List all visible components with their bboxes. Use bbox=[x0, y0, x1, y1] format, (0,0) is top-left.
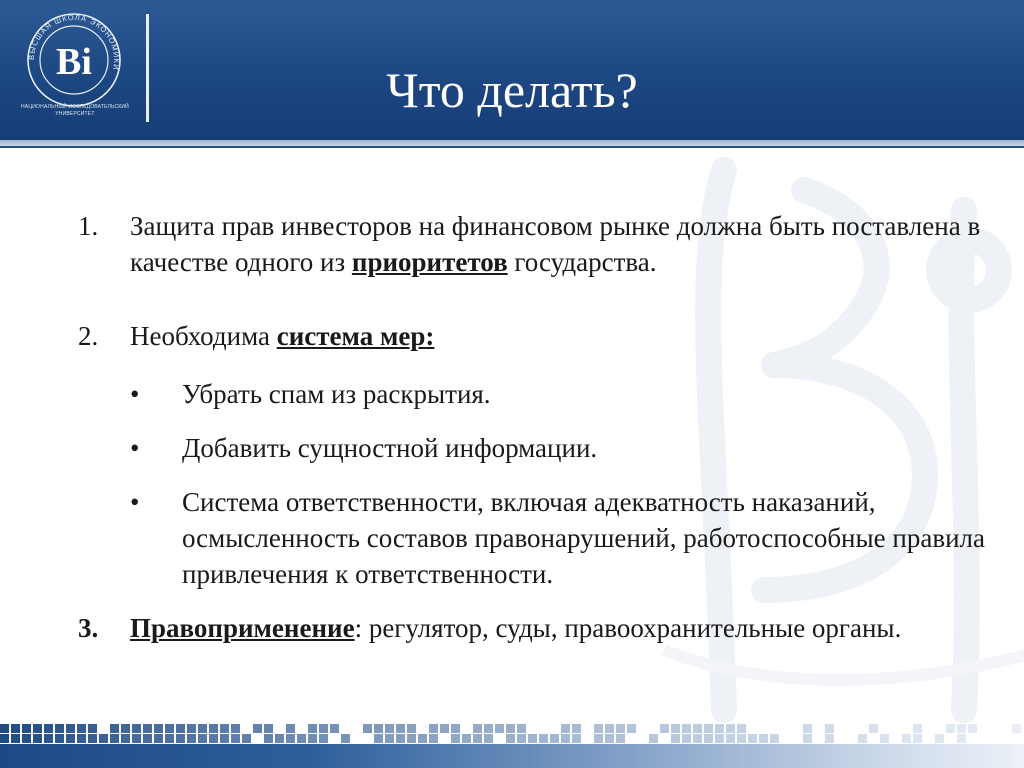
footer-square bbox=[55, 734, 64, 743]
footer-square bbox=[396, 724, 405, 733]
list-number: 3. bbox=[78, 613, 99, 643]
footer-square bbox=[561, 734, 570, 743]
footer-square bbox=[0, 734, 9, 743]
footer-square bbox=[704, 734, 713, 743]
footer-square bbox=[11, 734, 20, 743]
footer-square bbox=[517, 734, 526, 743]
footer-square bbox=[176, 724, 185, 733]
footer-square bbox=[330, 724, 339, 733]
footer-square bbox=[528, 734, 537, 743]
logo-letter: Ві bbox=[56, 41, 92, 83]
footer-square bbox=[88, 734, 97, 743]
footer-square bbox=[143, 724, 152, 733]
bullet-item bbox=[130, 376, 988, 412]
footer-square bbox=[539, 734, 548, 743]
footer-square bbox=[473, 734, 482, 743]
footer-square bbox=[803, 724, 812, 733]
footer-square bbox=[693, 724, 702, 733]
footer-square bbox=[880, 734, 889, 743]
header-stripe-line bbox=[0, 146, 1024, 148]
footer-square bbox=[660, 724, 669, 733]
footer-square bbox=[121, 734, 130, 743]
footer-square bbox=[726, 724, 735, 733]
footer-square bbox=[759, 734, 768, 743]
footer-square bbox=[286, 734, 295, 743]
footer-square bbox=[715, 724, 724, 733]
footer-square bbox=[253, 724, 262, 733]
footer-square bbox=[517, 724, 526, 733]
footer-square bbox=[506, 724, 515, 733]
footer-square bbox=[209, 724, 218, 733]
footer-square bbox=[77, 734, 86, 743]
header-divider bbox=[146, 14, 149, 122]
footer-square bbox=[264, 724, 273, 733]
footer-square bbox=[484, 734, 493, 743]
footer-square bbox=[913, 734, 922, 743]
footer-square bbox=[704, 724, 713, 733]
footer-square bbox=[220, 724, 229, 733]
footer-bar bbox=[0, 722, 1024, 768]
footer-square bbox=[22, 734, 31, 743]
footer-square bbox=[198, 724, 207, 733]
footer-square bbox=[495, 724, 504, 733]
footer-square bbox=[341, 734, 350, 743]
footer-square bbox=[561, 724, 570, 733]
list-item-1 bbox=[78, 208, 988, 280]
footer-square bbox=[682, 724, 691, 733]
footer-squares-pattern bbox=[0, 722, 1024, 744]
item-emphasis: система мер: bbox=[276, 321, 435, 351]
footer-square bbox=[451, 734, 460, 743]
item-emphasis: приоритетов bbox=[351, 247, 508, 277]
footer-square bbox=[165, 734, 174, 743]
list-item-2 bbox=[78, 318, 988, 354]
list-number: 2. bbox=[78, 321, 99, 351]
footer-square bbox=[748, 734, 757, 743]
footer-square bbox=[77, 724, 86, 733]
footer-square bbox=[231, 724, 240, 733]
footer-square bbox=[418, 734, 427, 743]
footer-square bbox=[550, 734, 559, 743]
footer-square bbox=[803, 734, 812, 743]
footer-square bbox=[132, 724, 141, 733]
footer-square bbox=[198, 734, 207, 743]
page-title: Что делать? bbox=[386, 62, 638, 118]
footer-square bbox=[605, 724, 614, 733]
footer-square bbox=[935, 734, 944, 743]
footer-square bbox=[110, 724, 119, 733]
footer-square bbox=[132, 734, 141, 743]
footer-square bbox=[99, 734, 108, 743]
content-list bbox=[78, 208, 988, 646]
footer-square bbox=[902, 734, 911, 743]
footer-square bbox=[385, 724, 394, 733]
footer-square bbox=[473, 724, 482, 733]
footer-square bbox=[286, 724, 295, 733]
footer-square bbox=[154, 724, 163, 733]
footer-square bbox=[187, 734, 196, 743]
footer-square bbox=[154, 734, 163, 743]
footer-square bbox=[825, 724, 834, 733]
footer-square bbox=[407, 734, 416, 743]
logo-caption: НАЦИОНАЛЬНЫЙ ИССЛЕДОВАТЕЛЬСКИЙ УНИВЕРСИТЕТ bbox=[21, 104, 129, 117]
footer-square bbox=[44, 734, 53, 743]
footer-square bbox=[726, 734, 735, 743]
footer-square bbox=[110, 734, 119, 743]
footer-square bbox=[429, 734, 438, 743]
footer-square bbox=[715, 734, 724, 743]
footer-square bbox=[22, 724, 31, 733]
footer-square bbox=[572, 734, 581, 743]
footer-square bbox=[297, 734, 306, 743]
footer-square bbox=[396, 734, 405, 743]
footer-gradient bbox=[0, 744, 1024, 768]
footer-square bbox=[737, 724, 746, 733]
footer-square bbox=[605, 734, 614, 743]
footer-square bbox=[671, 724, 680, 733]
footer-square bbox=[407, 724, 416, 733]
bullet-icon: • bbox=[130, 487, 140, 517]
bullet-list bbox=[130, 376, 988, 592]
bullet-item bbox=[130, 484, 988, 592]
bullet-icon: • bbox=[130, 379, 140, 409]
item-text-after: : регулятор, суды, правоохранительные органы. bbox=[354, 613, 902, 643]
footer-square bbox=[385, 734, 394, 743]
bullet-text: Система ответственности, включая адекватность наказаний, осмысленность составов правонарушений, работоспособные правила привлечения к ответственности. bbox=[182, 487, 985, 589]
footer-square bbox=[506, 734, 515, 743]
footer-square bbox=[957, 724, 966, 733]
footer-square bbox=[594, 724, 603, 733]
footer-square bbox=[176, 734, 185, 743]
footer-square bbox=[308, 734, 317, 743]
footer-square bbox=[627, 724, 636, 733]
footer-square bbox=[231, 734, 240, 743]
footer-square bbox=[693, 734, 702, 743]
footer-square bbox=[55, 724, 64, 733]
footer-square bbox=[737, 734, 746, 743]
footer-square bbox=[649, 734, 658, 743]
footer-square bbox=[0, 724, 9, 733]
footer-square bbox=[88, 724, 97, 733]
footer-square bbox=[121, 724, 130, 733]
logo-ring-text: ВЫСШАЯ ШКОЛА ЭКОНОМИКИ bbox=[26, 12, 122, 72]
footer-square bbox=[220, 734, 229, 743]
bullet-text: Добавить сущностной информации. bbox=[182, 433, 598, 463]
footer-square bbox=[374, 724, 383, 733]
bullet-icon: • bbox=[130, 433, 140, 463]
footer-square bbox=[484, 724, 493, 733]
footer-square bbox=[143, 734, 152, 743]
footer-square bbox=[275, 734, 284, 743]
footer-square bbox=[11, 724, 20, 733]
bullet-item bbox=[130, 430, 988, 466]
list-number: 1. bbox=[78, 211, 99, 241]
footer-square bbox=[187, 724, 196, 733]
bullet-text: Убрать спам из раскрытия. bbox=[182, 379, 491, 409]
item-text: Необходима bbox=[130, 321, 277, 351]
footer-square bbox=[770, 734, 779, 743]
item-text: Защита прав инвесторов на финансовом рынке должна быть поставлена в качестве одного из bbox=[130, 211, 981, 277]
footer-square bbox=[44, 724, 53, 733]
list-item-3 bbox=[78, 610, 988, 646]
footer-square bbox=[33, 724, 42, 733]
footer-square bbox=[374, 734, 383, 743]
footer-square bbox=[319, 724, 328, 733]
footer-square bbox=[462, 734, 471, 743]
footer-square bbox=[913, 724, 922, 733]
footer-square bbox=[825, 734, 834, 743]
footer-square bbox=[616, 724, 625, 733]
footer-square bbox=[308, 724, 317, 733]
footer-square bbox=[66, 734, 75, 743]
footer-square bbox=[440, 724, 449, 733]
footer-square bbox=[429, 724, 438, 733]
footer-square bbox=[264, 734, 273, 743]
footer-square bbox=[869, 724, 878, 733]
footer-square bbox=[572, 724, 581, 733]
footer-square bbox=[594, 734, 603, 743]
footer-square bbox=[66, 724, 75, 733]
footer-square bbox=[946, 724, 955, 733]
footer-square bbox=[165, 724, 174, 733]
footer-square bbox=[858, 734, 867, 743]
footer-square bbox=[968, 724, 977, 733]
footer-square bbox=[242, 734, 251, 743]
footer-square bbox=[682, 734, 691, 743]
footer-square bbox=[319, 734, 328, 743]
item-text-after: государства. bbox=[507, 247, 657, 277]
footer-square bbox=[33, 734, 42, 743]
footer-square bbox=[363, 724, 372, 733]
item-emphasis: Правоприменение bbox=[130, 613, 355, 643]
footer-square bbox=[451, 724, 460, 733]
footer-square bbox=[1012, 724, 1021, 733]
footer-square bbox=[671, 734, 680, 743]
footer-square bbox=[957, 734, 966, 743]
footer-square bbox=[616, 734, 625, 743]
footer-square bbox=[209, 734, 218, 743]
